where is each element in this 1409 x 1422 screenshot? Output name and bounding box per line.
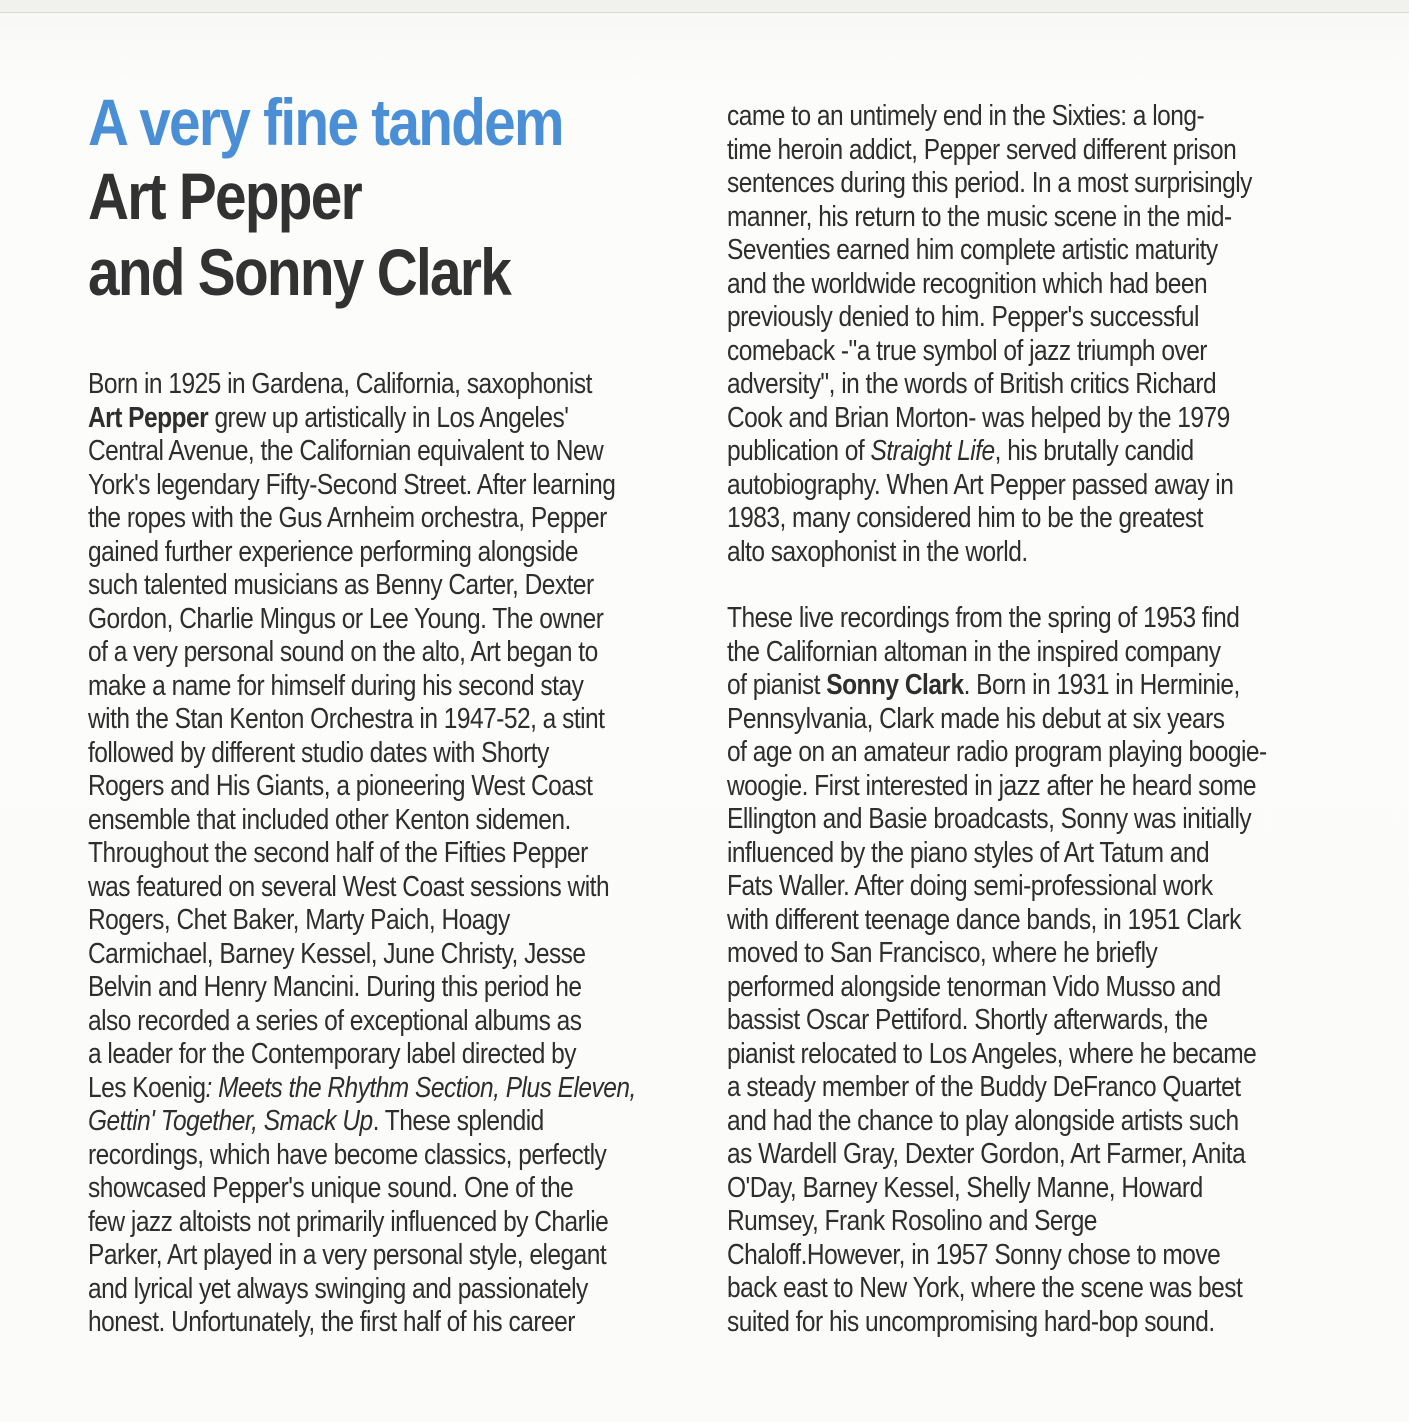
- subtitle-line-1: Art Pepper: [88, 159, 361, 233]
- right-column-p1-line: adversity", in the words of British critics Richard: [727, 368, 1217, 400]
- text-run: of pianist: [727, 669, 827, 701]
- right-column-p2-line: back east to New York, where the scene was best: [727, 1272, 1243, 1304]
- left-column-line: also recorded a series of exceptional albums as: [88, 1004, 582, 1037]
- right-column-p1-line: [727, 435, 1329, 469]
- bold-name: Sonny Clark: [826, 669, 964, 701]
- left-column-line: gained further experience performing alongside: [88, 535, 578, 568]
- right-column-p2-line: Fats Waller. After doing semi-professional work: [727, 870, 1213, 902]
- left-column-line: Belvin and Henry Mancini. During this period he: [88, 971, 582, 1003]
- right-column-p2-line: and had the chance to play alongside artists such: [727, 1104, 1239, 1137]
- left-column-line: Parker, Art played in a very personal style, elegant: [88, 1239, 607, 1271]
- right-column-p1-line: 1983, many considered him to be the greatest: [727, 502, 1203, 534]
- left-column-line: honest. Unfortunately, the first half of his career: [88, 1306, 575, 1338]
- left-column-text: [88, 368, 690, 1340]
- right-column-p2-line: the Californian altoman in the inspired company: [727, 635, 1221, 668]
- right-column-p2-line: pianist relocated to Los Angeles, where he became: [727, 1037, 1257, 1070]
- right-column-p2-line: with different teenage dance bands, in 1951 Clark: [727, 903, 1241, 936]
- right-column-p2-line: moved to San Francisco, where he briefly: [727, 937, 1158, 969]
- left-column-line: the ropes with the Gus Arnheim orchestra, Pepper: [88, 502, 607, 534]
- right-column-p2-line: Pennsylvania, Clark made his debut at six years: [727, 702, 1225, 735]
- right-column-p1-line: alto saxophonist in the world.: [727, 535, 1028, 568]
- right-column-p2-line: O'Day, Barney Kessel, Shelly Manne, Howard: [727, 1171, 1203, 1204]
- right-column-p1-line: time heroin addict, Pepper served different prison: [727, 133, 1237, 166]
- italic-title: Straight Life: [870, 435, 995, 467]
- right-column-p1-line: came to an untimely end in the Sixties: a long-: [727, 100, 1205, 132]
- right-column-p1-line: autobiography. When Art Pepper passed away in: [727, 468, 1234, 501]
- left-column-line: Gordon, Charlie Mingus or Lee Young. The owner: [88, 602, 604, 635]
- right-column-p2-line: Chaloff.However, in 1957 Sonny chose to move: [727, 1238, 1221, 1271]
- left-column-line: make a name for himself during his second stay: [88, 669, 584, 702]
- right-column-p1-line: sentences during this period. In a most surprisingly: [727, 167, 1252, 199]
- right-column-p2-line: a steady member of the Buddy DeFranco Quartet: [727, 1071, 1241, 1103]
- italic-title: Gettin' Together, Smack Up: [88, 1105, 373, 1137]
- left-column-line: [88, 402, 690, 436]
- left-column-line: recordings, which have become classics, perfectly: [88, 1138, 607, 1171]
- left-column-line: Carmichael, Barney Kessel, June Christy, Jesse: [88, 937, 586, 970]
- right-column-p1-line: previously denied to him. Pepper's successful: [727, 301, 1199, 333]
- right-column-p2-line: woogie. First interested in jazz after he heard some: [727, 769, 1257, 802]
- left-column-line: Throughout the second half of the Fifties Pepper: [88, 837, 588, 869]
- text-run: . Born in 1931 in Herminie,: [963, 669, 1240, 701]
- text-run: , his brutally candid: [994, 435, 1194, 467]
- bold-name: Art Pepper: [88, 401, 209, 434]
- left-column-line: few jazz altoists not primarily influenced by Charlie: [88, 1205, 609, 1238]
- right-column-p2-line: These live recordings from the spring of 1953 find: [727, 602, 1240, 634]
- left-column-line: followed by different studio dates with Shorty: [88, 736, 549, 769]
- right-column-p1-line: Cook and Brian Morton- was helped by the 1979: [727, 401, 1230, 434]
- left-column-line: was featured on several West Coast sessions with: [88, 870, 610, 903]
- right-column-paragraph-2: [727, 602, 1329, 1339]
- left-column-line: with the Stan Kenton Orchestra in 1947-52, a stint: [88, 703, 605, 735]
- right-column-p1-line: Seventies earned him complete artistic maturity: [727, 234, 1218, 266]
- right-column-p2-line: performed alongside tenorman Vido Musso and: [727, 970, 1221, 1003]
- right-column-p2-line: Ellington and Basie broadcasts, Sonny was initially: [727, 803, 1252, 835]
- right-column-p2-line: bassist Oscar Pettiford. Shortly afterwards, the: [727, 1004, 1208, 1036]
- right-column-p2-line: of age on an amateur radio program playing boogie-: [727, 736, 1267, 768]
- right-column-p2-line: as Wardell Gray, Dexter Gordon, Art Farmer, Anita: [727, 1138, 1246, 1170]
- right-column-p1-line: comeback -"a true symbol of jazz triumph over: [727, 334, 1207, 367]
- left-column-line: York's legendary Fifty-Second Street. After learning: [88, 468, 616, 501]
- italic-title: : Meets the Rhythm Section, Plus Eleven,: [205, 1071, 636, 1104]
- left-column-line: Rogers and His Giants, a pioneering West Coast: [88, 770, 593, 802]
- right-column-p2-line: influenced by the piano styles of Art Tatum and: [727, 836, 1210, 869]
- left-column-line: [88, 1105, 690, 1139]
- left-column-line: Rogers, Chet Baker, Marty Paich, Hoagy: [88, 904, 510, 936]
- left-column-line: such talented musicians as Benny Carter, Dexter: [88, 569, 594, 601]
- left-column-line: [88, 1072, 690, 1106]
- left-column-line: a leader for the Contemporary label directed by: [88, 1038, 577, 1070]
- subtitle-line-2: and Sonny Clark: [88, 235, 511, 309]
- left-column-line: of a very personal sound on the alto, Art began to: [88, 636, 598, 668]
- right-column-p1-line: manner, his return to the music scene in the mid-: [727, 200, 1232, 233]
- text-run: publication of: [727, 435, 871, 467]
- left-column-line: ensemble that included other Kenton sidemen.: [88, 803, 571, 836]
- right-column-p2-line: [727, 669, 1329, 703]
- text-run: Les Koenig: [88, 1071, 206, 1104]
- left-column-line: and lyrical yet always swinging and passionately: [88, 1272, 588, 1305]
- right-column-paragraph-1: [727, 100, 1329, 569]
- left-column-line: showcased Pepper's unique sound. One of the: [88, 1172, 574, 1204]
- text-run: . These splendid: [372, 1105, 544, 1137]
- text-run: grew up artistically in Los Angeles': [208, 401, 569, 434]
- main-title: A very fine tandem: [88, 85, 563, 159]
- right-column-p1-line: and the worldwide recognition which had been: [727, 267, 1208, 300]
- left-column-line: Central Avenue, the Californian equivalent to New: [88, 435, 604, 467]
- right-column-p2-line: Rumsey, Frank Rosolino and Serge: [727, 1205, 1097, 1237]
- page-top-edge: [0, 0, 1409, 13]
- left-column-line: Born in 1925 in Gardena, California, saxophonist: [88, 368, 592, 400]
- title-block: [88, 86, 688, 310]
- right-column-p2-line: suited for his uncompromising hard-bop sound.: [727, 1305, 1215, 1338]
